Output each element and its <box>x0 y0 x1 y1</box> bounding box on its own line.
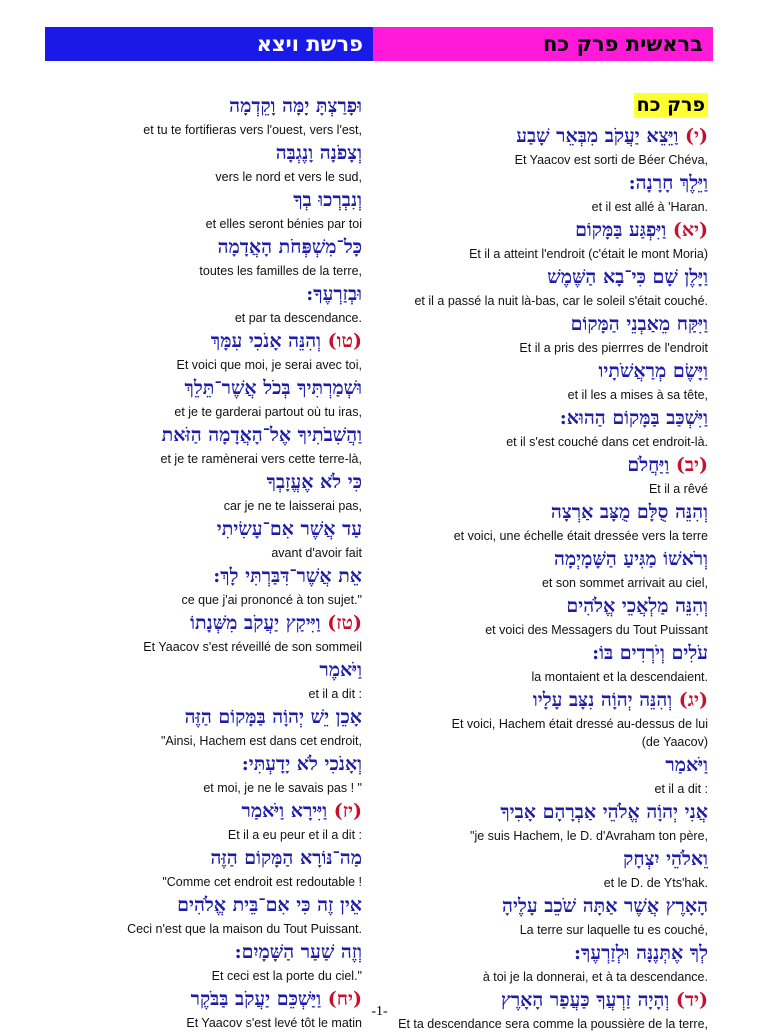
parasha-title: פרשת ויצא <box>256 32 363 56</box>
hebrew-line <box>44 233 362 262</box>
hebrew-text: עַד אֲשֶׁר אִם־עָשִׂיתִי <box>216 518 362 540</box>
french-translation: et il a dit : <box>308 687 362 701</box>
hebrew-text: וְהָיָה זַרְעֲךָ כַּעֲפַר הָאָרֶץ <box>500 989 670 1011</box>
hebrew-line <box>44 468 362 497</box>
verse-number: (יב) <box>675 454 708 476</box>
chapter-banner <box>373 27 713 61</box>
french-translation: Et voici que moi, je serai avec toi, <box>176 358 362 372</box>
french-translation: et par ta descendance. <box>234 311 362 325</box>
hebrew-line <box>390 892 708 921</box>
french-translation: et moi, je ne le savais pas ! " <box>203 781 362 795</box>
hebrew-text: אָכֵן יֵשׁ יְהוָֹה בַּמָּקוֹם הַזֶּה <box>184 706 362 728</box>
french-translation: Ceci n'est que la maison du Tout Puissant. <box>127 922 362 936</box>
french-translation: ce que j'ai prononcé à ton sujet." <box>181 593 362 607</box>
hebrew-line <box>390 357 708 386</box>
hebrew-line <box>44 327 362 356</box>
hebrew-text: וַיִּיקַץ יַעֲקֹב מִשְּׁנָתוֹ <box>190 612 321 634</box>
french-translation: Et ceci est la porte du ciel." <box>211 969 362 983</box>
hebrew-line <box>44 92 362 121</box>
page-number: -1- <box>371 1004 388 1019</box>
hebrew-text: וְהִנֵּה סֻלָּם מֻצָּב אַרְצָה <box>550 501 708 523</box>
french-translation: Et Yaacov s'est levé tôt le matin <box>186 1016 362 1030</box>
hebrew-text: מַה־נּוֹרָא הַמָּקוֹם הַזֶּה <box>210 847 362 869</box>
hebrew-line <box>390 451 708 480</box>
hebrew-line <box>390 592 708 621</box>
hebrew-text: וְהִנֵּה יְהוָֹה נִצָּב עָלָיו <box>532 689 673 711</box>
french-translation: Et Yaacov est sorti de Béer Chéva, <box>514 153 708 167</box>
french-translation: et il les a mises à sa tête, <box>567 388 708 402</box>
verse-number: (יג) <box>678 689 708 711</box>
hebrew-line <box>390 845 708 874</box>
french-translation: vers le nord et vers le sud, <box>215 170 362 184</box>
right-column <box>390 92 708 1033</box>
hebrew-text: אֲנִי יְהוָֹה אֱלֹהֵי אַבְרָהָם אָבִיךָ <box>500 801 708 823</box>
hebrew-text: אֵין זֶה כִּי אִם־בֵּית אֱלֹהִים <box>177 894 362 916</box>
hebrew-line <box>390 263 708 292</box>
hebrew-text: וַיַּחֲלֹם <box>627 454 670 476</box>
hebrew-text: וַיִּשְׁכַּב בַּמָּקוֹם הַהוּא: <box>559 407 708 429</box>
hebrew-text: וְזֶה שַׁעַר הַשָּׁמָיִם: <box>234 941 362 963</box>
verse-number: (יא) <box>672 219 708 241</box>
hebrew-text: וַהֲשִׁבֹתִיךָ אֶל־הָאֲדָמָה הַזֹּאת <box>161 424 362 446</box>
hebrew-text: אֵת אֲשֶׁר־דִּבַּרְתִּי לָךְ: <box>213 565 362 587</box>
hebrew-text: וַיַּשְׁכֵּם יַעֲקֹב בַּבֹּקֶר <box>190 988 322 1010</box>
hebrew-line <box>390 498 708 527</box>
hebrew-text: כִּי לֹא אֶעֱזָבְךָ <box>266 471 362 493</box>
hebrew-line <box>44 139 362 168</box>
verse-number: (יד) <box>675 989 708 1011</box>
french-translation: et son sommet arrivait au ciel, <box>541 576 708 590</box>
hebrew-text: וֵאלֹהֵי יִצְחָק <box>623 848 708 870</box>
hebrew-line <box>44 938 362 967</box>
verse-number: (י) <box>685 125 708 147</box>
hebrew-text: וַיִּירָא וַיֹּאמַר <box>241 800 328 822</box>
hebrew-line <box>390 310 708 339</box>
french-translation: et je te ramènerai vers cette terre-là, <box>160 452 362 466</box>
hebrew-line <box>44 797 362 826</box>
french-translation: La terre sur laquelle tu es couché, <box>519 923 708 937</box>
french-translation: et il s'est couché dans cet endroit-là. <box>506 435 708 449</box>
hebrew-line <box>390 545 708 574</box>
french-translation: toutes les familles de la terre, <box>199 264 362 278</box>
hebrew-line <box>44 515 362 544</box>
hebrew-text: וְאָנֹכִי לֹא יָדָעְתִּי: <box>241 753 362 775</box>
verse-number: (טו) <box>327 330 362 352</box>
hebrew-line <box>44 421 362 450</box>
french-translation: et elles seront bénies par toi <box>205 217 362 231</box>
french-translation: Et il a pris des pierrres de l'endroit <box>519 341 708 355</box>
hebrew-text: וְהִנֵּה מַלְאֲכֵי אֱלֹהִים <box>566 595 708 617</box>
hebrew-text: וְצָפֹנָה וָנֶגְבָּה <box>275 142 362 164</box>
hebrew-text: כָּל־מִשְׁפְּחֹת הָאֲדָמָה <box>217 236 362 258</box>
hebrew-text: וּפָרַצְתָּ יָמָּה וָקֵדְמָה <box>229 95 362 117</box>
french-translation: et il est allé à 'Haran. <box>591 200 708 214</box>
verse-number: (טז) <box>327 612 362 634</box>
hebrew-text: לְךָ אֶתְּנֶנָּה וּלְזַרְעֶךָ: <box>573 942 708 964</box>
chapter-banner-title: בראשית פרק כח <box>542 32 703 56</box>
chapter-label: פרק כח <box>634 93 708 117</box>
french-translation: avant d'avoir fait <box>271 546 362 560</box>
hebrew-line <box>44 656 362 685</box>
hebrew-line <box>390 939 708 968</box>
french-translation: la montaient et la descendaient. <box>531 670 708 684</box>
french-translation: et le D. de Yts'hak. <box>603 876 708 890</box>
hebrew-text: וּשְׁמַרְתִּיךָ בְּכֹל אֲשֶׁר־תֵּלֵךְ <box>184 377 362 399</box>
hebrew-text: וַיֵּצֵא יַעֲקֹב מִבְּאֵר שָׁבַע <box>516 125 679 147</box>
hebrew-line <box>44 750 362 779</box>
hebrew-line <box>44 374 362 403</box>
hebrew-text: וַיִּקַּח מֵאַבְנֵי הַמָּקוֹם <box>570 313 708 335</box>
hebrew-line <box>44 609 362 638</box>
french-translation: et je te garderai partout où tu iras, <box>174 405 362 419</box>
hebrew-text: עֹלִים וְיֹרְדִים בּוֹ: <box>592 642 708 664</box>
hebrew-text: וַיָּלֶן שָׁם כִּי־בָא הַשֶּׁמֶשׁ <box>547 266 708 288</box>
left-column <box>44 92 362 1032</box>
hebrew-line <box>390 216 708 245</box>
hebrew-line <box>390 686 708 715</box>
french-translation: Et Yaacov s'est réveillé de son sommeil <box>143 640 362 654</box>
verse-number: (יח) <box>327 988 362 1010</box>
french-translation: à toi je la donnerai, et à ta descendance. <box>482 970 708 984</box>
french-translation: et voici des Messagers du Tout Puissant <box>485 623 708 637</box>
french-translation: "Comme cet endroit est redoutable ! <box>162 875 362 889</box>
hebrew-text: וַיִּפְגַּע בַּמָּקוֹם <box>575 219 667 241</box>
hebrew-line <box>390 798 708 827</box>
french-translation: et il a dit : <box>654 782 708 796</box>
hebrew-text: וַיֹּאמַר <box>665 754 708 776</box>
french-translation: Et ta descendance sera comme la poussière de la terre, <box>398 1017 708 1031</box>
french-translation: car je ne te laisserai pas, <box>223 499 362 513</box>
hebrew-text: הָאָרֶץ אֲשֶׁר אַתָּה שֹׁכֵב עָלֶיהָ <box>502 895 708 917</box>
french-translation: Et voici, Hachem était dressé au-dessus de lui <box>451 717 708 731</box>
french-translation: Et il a rêvé <box>648 482 708 496</box>
french-translation: Et il a atteint l'endroit (c'était le mont Moria) <box>469 247 708 261</box>
chapter-heading <box>390 92 708 122</box>
french-translation: et tu te fortifieras vers l'ouest, vers l'est, <box>143 123 362 137</box>
hebrew-line <box>44 186 362 215</box>
hebrew-line <box>390 169 708 198</box>
hebrew-line <box>44 891 362 920</box>
hebrew-line <box>390 639 708 668</box>
parasha-banner <box>45 27 373 61</box>
hebrew-line <box>390 404 708 433</box>
hebrew-line <box>44 703 362 732</box>
hebrew-text: וְנִבְרְכוּ בְךָ <box>293 189 362 211</box>
hebrew-line <box>44 280 362 309</box>
french-translation: "Ainsi, Hachem est dans cet endroit, <box>160 734 362 748</box>
hebrew-text: וַיָּשֶׂם מְרַאֲשֹׁתָיו <box>598 360 708 382</box>
hebrew-line <box>390 751 708 780</box>
hebrew-line <box>44 844 362 873</box>
french-translation: et il a passé la nuit là-bas, car le soleil s'était couché. <box>414 294 708 308</box>
verse-number: (יז) <box>333 800 362 822</box>
french-translation: et voici, une échelle était dressée vers la terre <box>453 529 708 543</box>
hebrew-line <box>44 562 362 591</box>
hebrew-text: וַיֵּלֶךְ חָרָנָה: <box>628 172 708 194</box>
hebrew-text: וְהִנֵּה אָנֹכִי עִמָּךְ <box>210 330 322 352</box>
hebrew-text: וַיֹּאמֶר <box>319 659 362 681</box>
hebrew-text: וְרֹאשׁוֹ מַגִּיעַ הַשָּׁמָיְמָה <box>553 548 708 570</box>
french-translation: "je suis Hachem, le D. d'Avraham ton père, <box>470 829 708 843</box>
french-translation: Et il a eu peur et il a dit : <box>227 828 362 842</box>
hebrew-text: וּבְזַרְעֶךָ: <box>306 283 362 305</box>
hebrew-line <box>390 122 708 151</box>
french-translation: (de Yaacov) <box>641 735 708 749</box>
